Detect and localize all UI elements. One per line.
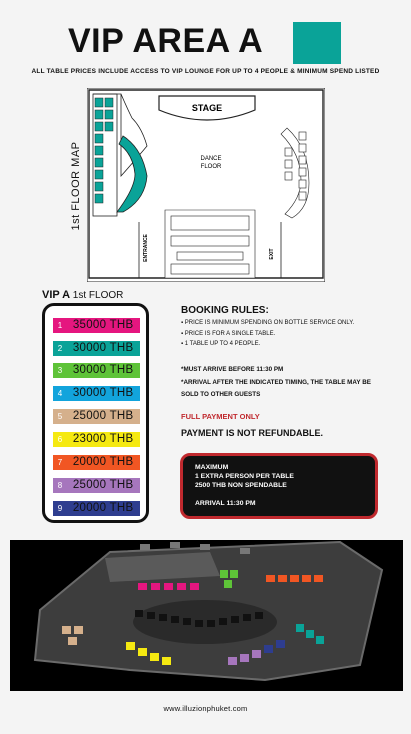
price-number: 6	[53, 432, 67, 447]
website-footer: www.illuzionphuket.com	[163, 704, 248, 713]
first-floor-map	[87, 88, 325, 282]
price-number: 3	[53, 363, 67, 378]
maximum-box	[180, 453, 378, 519]
price-row	[53, 314, 140, 336]
floor-map-side-label: 1st FLOOR MAP	[70, 141, 82, 231]
3d-floorplan-illustration	[10, 540, 403, 691]
price-row	[53, 451, 140, 473]
refund-note: PAYMENT IS NOT REFUNDABLE.	[181, 428, 324, 438]
price-number: 4	[53, 386, 67, 401]
rule-item: ▪ PRICE IS MINIMUM SPENDING ON BOTTLE SERVICE ONLY.	[181, 320, 355, 326]
price-number: 7	[53, 455, 67, 470]
price-number: 1	[53, 318, 67, 333]
full-payment-note: FULL PAYMENT ONLY	[181, 412, 260, 421]
dance-floor-label: DANCE	[200, 156, 222, 162]
area-color-swatch	[293, 22, 341, 64]
price-number: 2	[53, 341, 67, 356]
price-number: 8	[53, 478, 67, 493]
price-row	[53, 406, 140, 428]
price-row	[53, 474, 140, 496]
price-value: 35000 THB	[67, 318, 140, 333]
must-arrive-note: *MUST ARRIVE BEFORE 11:30 PM	[181, 366, 284, 373]
price-value: 30000 THB	[67, 386, 140, 401]
maximum-arrival: ARRIVAL 11:30 PM	[195, 500, 256, 507]
maximum-line-3: 2500 THB NON SPENDABLE	[195, 482, 287, 489]
exit-label: EXIT	[269, 248, 275, 260]
arrival-after-note: *ARRIVAL AFTER THE INDICATED TIMING, THE TABLE MAY BE SOLD TO OTHER GUESTS	[181, 379, 371, 398]
price-row	[53, 360, 140, 382]
price-row	[53, 337, 140, 359]
price-number: 9	[53, 501, 67, 516]
stage-label: STAGE	[191, 103, 223, 113]
price-row	[53, 497, 140, 519]
booking-rules-list	[181, 318, 391, 350]
price-value: 20000 THB	[67, 455, 140, 470]
entrance-label: ENTRANCE	[143, 234, 149, 262]
price-row	[53, 428, 140, 450]
rule-item: ▪ PRICE IS FOR A SINGLE TABLE.	[181, 330, 276, 337]
rule-item: ▪ 1 TABLE UP TO 4 PEOPLE.	[181, 341, 261, 347]
price-row	[53, 383, 140, 405]
maximum-line-1: MAXIMUM	[195, 464, 229, 471]
vip-floor-title: VIP A 1st FLOOR	[42, 289, 124, 301]
page-title: VIP AREA A	[68, 22, 264, 60]
price-value: 20000 THB	[67, 501, 140, 516]
price-value: 30000 THB	[67, 341, 140, 356]
dance-floor-label-2: FLOOR	[200, 164, 222, 170]
price-number: 5	[53, 409, 67, 424]
price-value: 30000 THB	[67, 363, 140, 378]
price-value: 23000 THB	[67, 432, 140, 447]
subtitle: ALL TABLE PRICES INCLUDE ACCESS TO VIP LOUNGE FOR UP TO 4 PEOPLE & MINIMUM SPEND LISTED	[31, 68, 380, 75]
price-list	[42, 303, 149, 523]
price-value: 25000 THB	[67, 409, 140, 424]
maximum-line-2: 1 EXTRA PERSON PER TABLE	[195, 473, 294, 480]
price-value: 25000 THB	[67, 478, 140, 493]
booking-rules-title: BOOKING RULES:	[181, 305, 269, 316]
